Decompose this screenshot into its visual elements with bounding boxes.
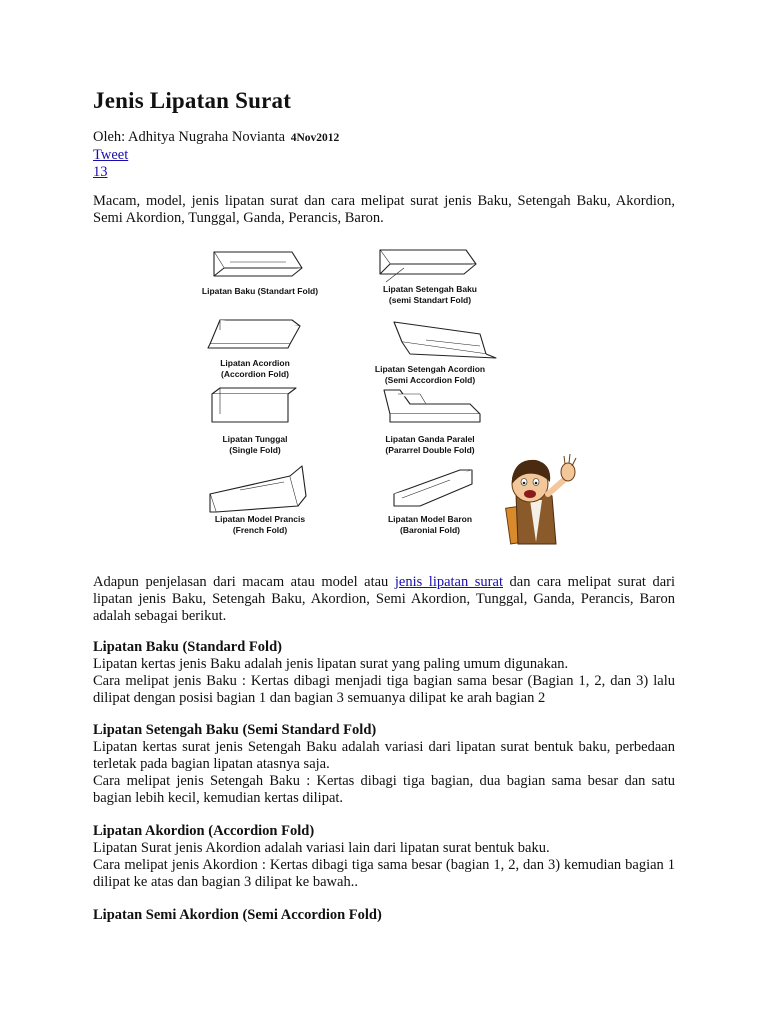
tweet-link-wrap [93, 147, 128, 164]
parallel-double-fold-diagram [384, 390, 480, 422]
setengah-baku-steps: Cara melipat jenis Setengah Baku : Kertas dibagi tiga bagian, dua bagian sama besar dan satu bagian lebih kecil, kemudian kertas dilipat. [93, 773, 675, 806]
caption-acordion: Lipatan Acordion (Accordion Fold) [220, 358, 290, 379]
heading-lipatan-semi-akordion: Lipatan Semi Akordion (Semi Accordion Fold) [93, 907, 382, 923]
french-fold-diagram [210, 466, 306, 512]
baku-description: Lipatan kertas jenis Baku adalah jenis lipatan surat yang paling umum digunakan. [93, 656, 569, 672]
explanation-paragraph: Adapun penjelasan dari macam atau model atau jenis lipatan surat dan cara melipat surat dari lipatan jenis Baku, Setengah Baku, Akordion, Semi Akordion, Tunggal, Ganda, Perancis, Baron adalah sebagai berikut. [93, 574, 675, 624]
caption-tunggal: Lipatan Tunggal (Single Fold) [222, 434, 288, 455]
tweet-link[interactable]: Tweet [93, 147, 129, 163]
caption-baku: Lipatan Baku (Standart Fold) [201, 286, 319, 296]
tweet-count-link[interactable]: 13 [93, 164, 108, 180]
jenis-lipatan-surat-link[interactable]: jenis lipatan surat [394, 574, 503, 590]
heading-lipatan-baku: Lipatan Baku (Standard Fold) [93, 639, 282, 655]
semi-standard-fold-diagram [380, 250, 476, 282]
caption-setengah-baku: Lipatan Setengah Baku (semi Standart Fold) [383, 284, 477, 305]
article-title: Jenis Lipatan Surat [93, 88, 292, 113]
caption-ganda: Lipatan Ganda Paralel (Pararrel Double Fold) [385, 434, 475, 455]
heading-lipatan-setengah-baku: Lipatan Setengah Baku (Semi Standard Fold) [93, 722, 377, 738]
accordion-fold-diagram [208, 320, 300, 348]
article-meta [93, 129, 339, 146]
article-date: 4Nov2012 [290, 132, 340, 144]
single-fold-diagram [212, 388, 296, 422]
caption-prancis: Lipatan Model Prancis (French Fold) [214, 514, 306, 535]
baku-steps: Cara melipat jenis Baku : Kertas dibagi menjadi tiga bagian sama besar (Bagian 1, 2, dan 3) lalu dilipat dengan posisi bagian 1 dan bagian 3 semuanya dilipat ke arah bagian 2 [93, 673, 675, 706]
tweet-count-wrap [93, 164, 108, 181]
caption-setengah-acordion: Lipatan Setengah Acordion (Semi Accordion Fold) [374, 364, 486, 385]
setengah-baku-description: Lipatan kertas surat jenis Setengah Baku adalah variasi dari lipatan surat bentuk baku, perbedaan terletak pada bagian lipatan atasnya saja. [93, 739, 675, 772]
heading-lipatan-akordion: Lipatan Akordion (Accordion Fold) [93, 823, 315, 839]
akordion-description: Lipatan Surat jenis Akordion adalah variasi lain dari lipatan surat bentuk baku. [93, 840, 550, 856]
standard-fold-diagram [214, 252, 302, 276]
semi-accordion-fold-diagram [394, 322, 496, 358]
akordion-steps: Cara melipat jenis Akordion : Kertas dibagi tiga sama besar (bagian 1, 2, dan 3) kemudian bagian 1 dilipat ke atas dan bagian 3 dilipat ke bawah.. [93, 857, 675, 890]
cartoon-character-illustration [506, 454, 576, 544]
caption-baron: Lipatan Model Baron (Baronial Fold) [387, 514, 473, 535]
author-line: Oleh: Adhitya Nugraha Novianta [93, 129, 286, 145]
baronial-fold-diagram [394, 470, 472, 506]
intro-paragraph: Macam, model, jenis lipatan surat dan cara melipat surat jenis Baku, Setengah Baku, Akordion, Semi Akordion, Tunggal, Ganda, Perancis, Baron. [93, 193, 675, 226]
fold-types-figure [180, 244, 600, 546]
